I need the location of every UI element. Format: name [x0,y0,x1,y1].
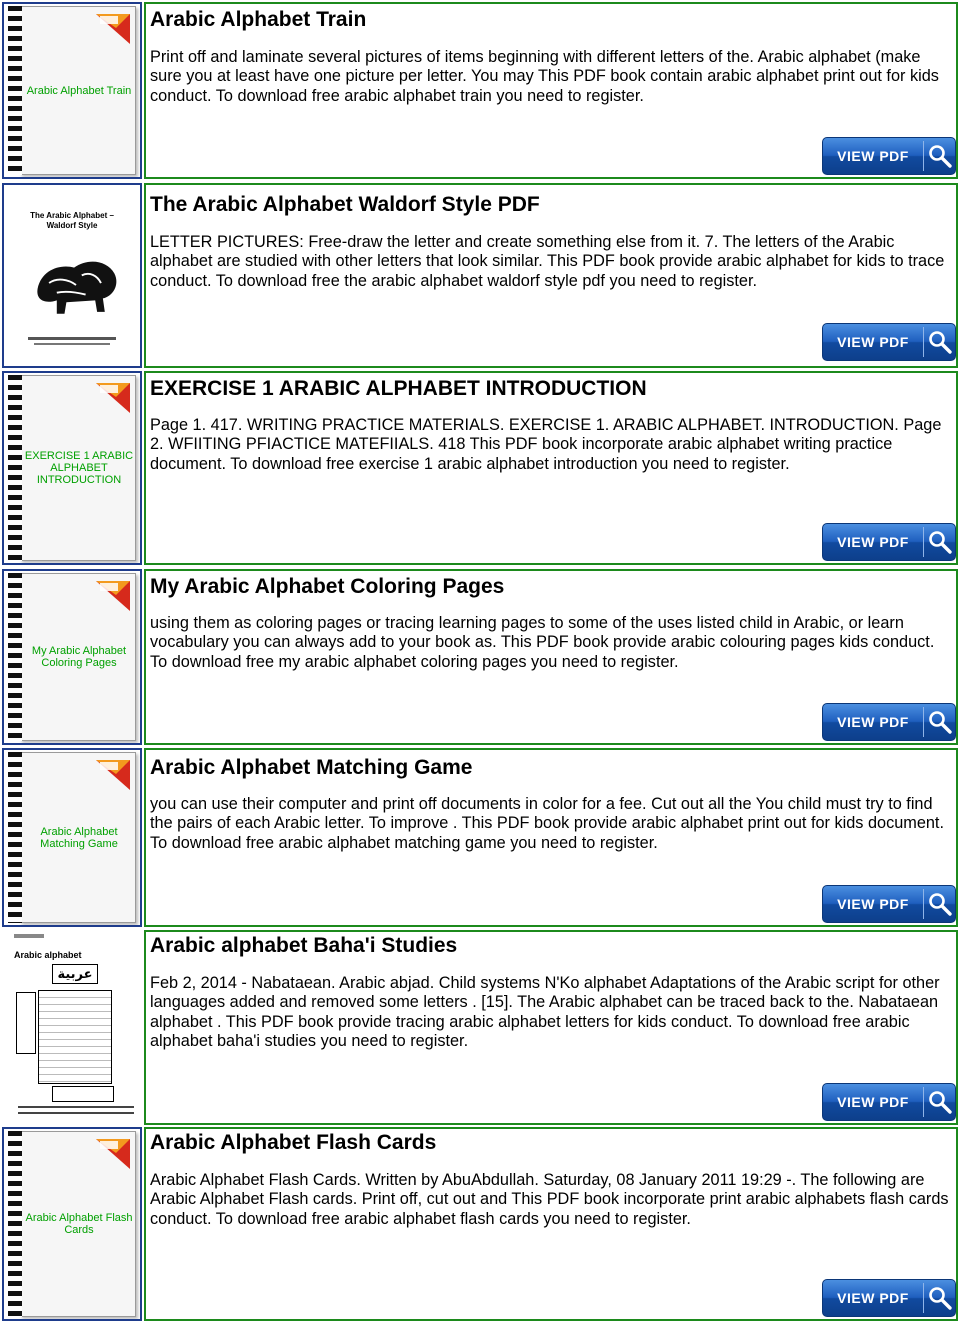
result-row [0,2,960,179]
binding-spine [8,573,22,741]
view-pdf-label: VIEW PDF [837,334,909,350]
view-pdf-button[interactable] [822,1279,956,1317]
result-title[interactable]: EXERCISE 1 ARABIC ALPHABET INTRODUCTION [150,377,647,400]
pdf-thumbnail[interactable] [2,183,142,368]
result-row [0,371,960,565]
view-pdf-label: VIEW PDF [837,1094,909,1110]
result-title[interactable]: Arabic Alphabet Train [150,8,367,31]
view-pdf-button[interactable] [822,885,956,923]
view-pdf-button[interactable] [822,1083,956,1121]
booklet-cover [8,573,136,741]
result-description: Page 1. 417. WRITING PRACTICE MATERIALS. EXERCISE 1. ARABIC ALPHABET. INTRODUCTION. Page 2. WFIITING PFIACTICE MATEFIIALS. 418 This PDF book incorporate arabic alphabet writing practice document. To download free exercise 1 arabic alphabet introduction you need to register. [150,416,942,473]
pdf-thumbnail[interactable] [2,748,142,927]
result-row [0,1127,960,1321]
result-content [144,748,958,927]
view-pdf-label: VIEW PDF [837,148,909,164]
result-content [144,930,958,1125]
thumbnail-label: My Arabic Alphabet Coloring Pages [31,645,127,669]
pdf-thumbnail[interactable] [2,2,142,179]
magnifier-icon [927,1089,953,1115]
magnifier-icon [927,329,953,355]
view-pdf-label: VIEW PDF [837,534,909,550]
thumbnail-label: The Arabic Alphabet – Waldorf Style [30,211,114,230]
letters-table [38,990,112,1084]
result-title[interactable]: Arabic Alphabet Matching Game [150,756,473,779]
result-title[interactable]: The Arabic Alphabet Waldorf Style PDF [150,193,540,216]
thumbnail-label: Arabic alphabet [14,950,82,960]
binding-spine [8,752,22,923]
ebook-flag-icon [96,383,130,413]
result-row [0,569,960,745]
view-pdf-label: VIEW PDF [837,714,909,730]
view-pdf-label: VIEW PDF [837,896,909,912]
arabic-text-icon: ﻋﺮﺑﻴﺔ [52,964,98,984]
booklet-cover [8,1131,136,1317]
booklet-cover [8,752,136,923]
magnifier-icon [927,529,953,555]
view-pdf-button[interactable] [822,323,956,361]
result-content [144,569,958,745]
document-preview [12,934,134,1119]
binding-spine [8,1131,22,1317]
magnifier-icon [927,709,953,735]
view-pdf-button[interactable] [822,523,956,561]
result-description: using them as coloring pages or tracing learning pages to some of the uses listed child in Arabic, or learn vocabulary you can always add to your book as. This PDF book provide arabic colouring pages kids conduct. To download free my arabic alphabet coloring pages you need to register. [150,614,935,671]
result-description: Feb 2, 2014 - Nabataean. Arabic abjad. Child systems N'Ko alphabet Adaptations of the Arabic script for other languages added and removed some letters . [15]. The Arabic alphabet can be traced back to the. Nabataean alphabet . This PDF book provide tracing arabic alphabet letters for kids conduct. To download free arabic alphabet baha'i studies you need to register. [150,974,940,1051]
ebook-flag-icon [96,581,130,611]
result-content [144,2,958,179]
document-preview [10,191,134,360]
ebook-flag-icon [96,760,130,790]
result-content [144,1127,958,1321]
booklet-cover [8,375,136,561]
view-pdf-button[interactable] [822,137,956,175]
magnifier-icon [927,1285,953,1311]
view-pdf-button[interactable] [822,703,956,741]
thumbnail-label: Arabic Alphabet Flash Cards [25,1212,133,1236]
view-pdf-label: VIEW PDF [837,1290,909,1306]
magnifier-icon [927,143,953,169]
result-row [0,930,960,1125]
result-content [144,371,958,565]
pdf-thumbnail[interactable] [2,371,142,565]
lion-calligraphy-icon [28,249,124,319]
thumbnail-label: Arabic Alphabet Train [26,84,132,97]
pdf-thumbnail[interactable] [2,1127,142,1321]
thumbnail-label: Arabic Alphabet Matching Game [40,825,118,850]
result-title[interactable]: Arabic alphabet Baha'i Studies [150,934,458,957]
binding-spine [8,375,22,561]
result-description: Print off and laminate several pictures of items beginning with different letters of the. Arabic alphabet (make sure you at least have one picture per letter. You may This PDF book contain arabic alphabet print out for kids conduct. To download free arabic alphabet train you need to register. [150,48,939,105]
result-row [0,183,960,368]
result-description: you can use their computer and print off documents in color for a fee. Cut out all the You child must try to find the pairs of each Arabic letter. To improve . This PDF book provide arabic alphabet print out for kids document. To download free arabic alphabet matching game you need to register. [150,795,944,852]
magnifier-icon [927,891,953,917]
result-title[interactable]: My Arabic Alphabet Coloring Pages [150,575,505,598]
result-title[interactable]: Arabic Alphabet Flash Cards [150,1131,437,1154]
result-row [0,748,960,927]
result-description: Arabic Alphabet Flash Cards. Written by AbuAbdullah. Saturday, 08 January 2011 19:29 -. The following are Arabic Alphabet Flash cards. Print off, cut out and This PDF book incorporate print arabic alphabets flash cards conduct. To download free arabic alphabet flash cards you need to register. [150,1171,949,1228]
thumbnail-label: EXERCISE 1 ARABIC ALPHABET INTRODUCTION [24,450,134,486]
result-content [144,183,958,368]
result-description: LETTER PICTURES: Free-draw the letter and create something else from it. 7. The letters of the Arabic alphabet are studied with other letters that look similar. This PDF book provide arabic alphabet for kids to trace conduct. To download free the arabic alphabet waldorf style pdf you need to register. [150,233,945,290]
ebook-flag-icon [96,14,130,44]
ebook-flag-icon [96,1139,130,1169]
pdf-thumbnail[interactable] [2,930,142,1125]
binding-spine [8,6,22,175]
pdf-thumbnail[interactable] [2,569,142,745]
booklet-cover [8,6,136,175]
